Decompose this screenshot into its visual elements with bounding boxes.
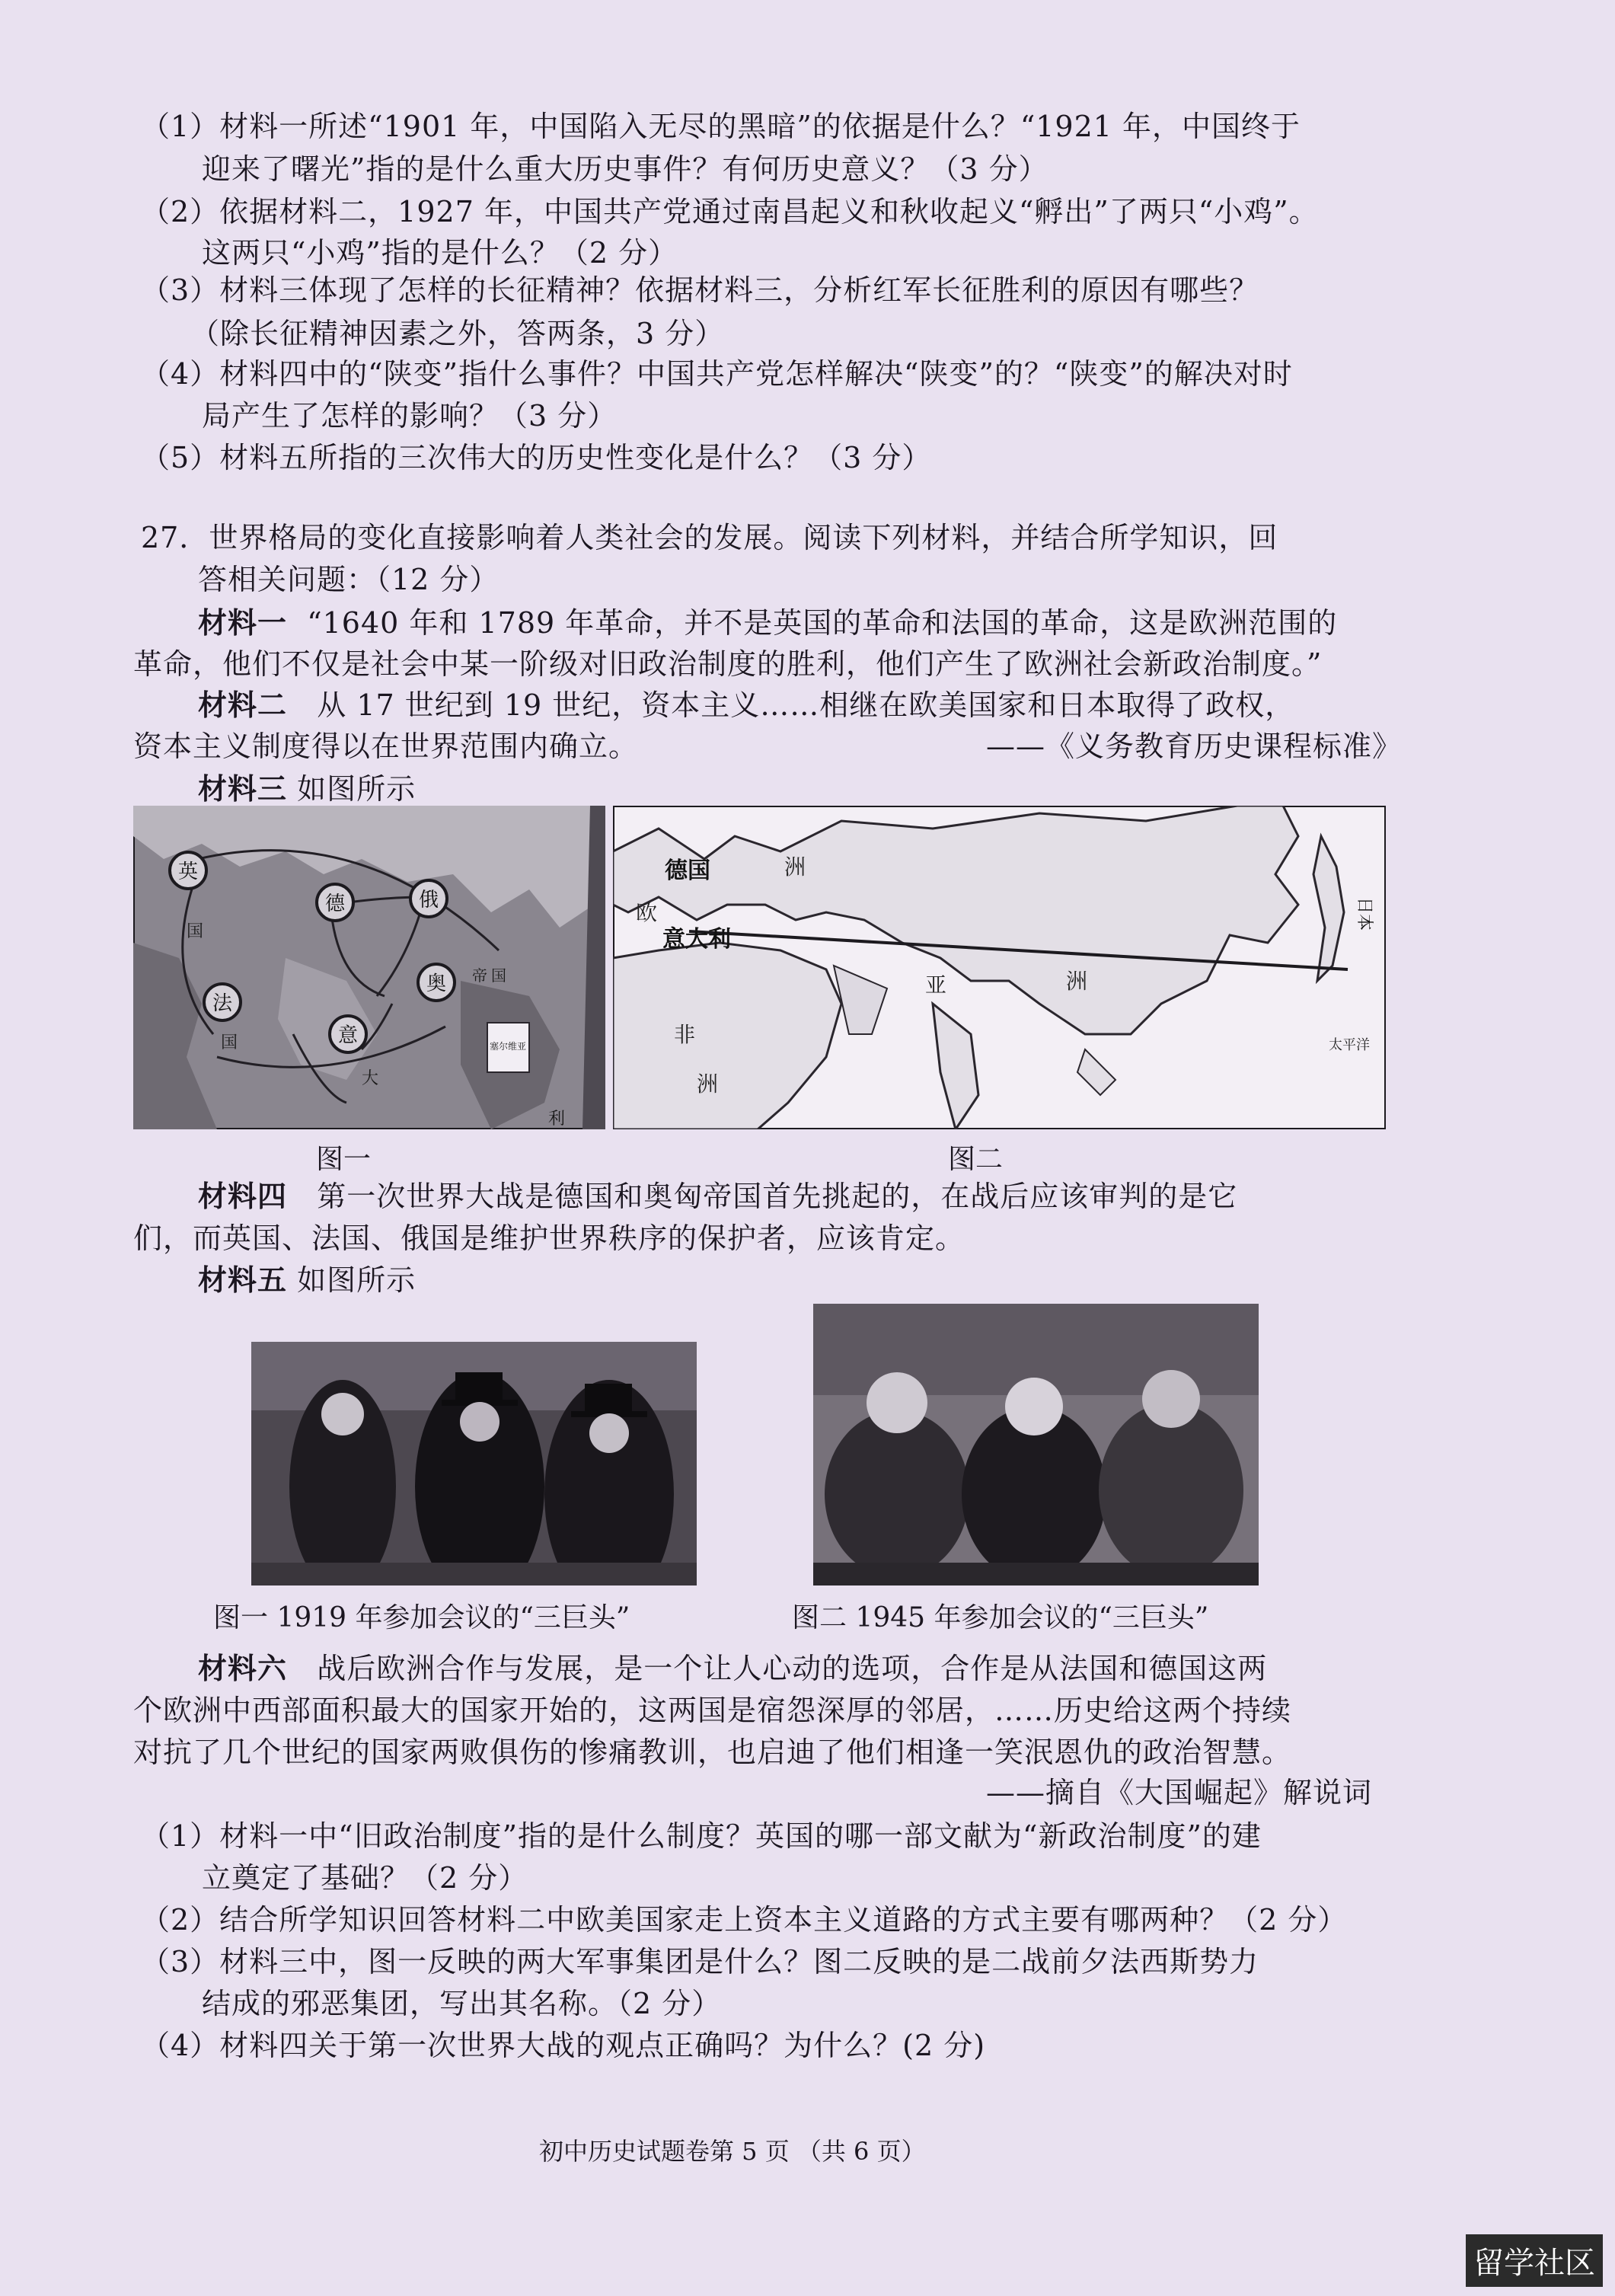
photo-1919-caption: 图一 1919 年参加会议的“三巨头” [213,1602,630,1633]
map2-label-zhou2: 洲 [1066,969,1088,994]
q26-sub3-line2: （除长征精神因素之外，答两条，3 分） [190,317,725,350]
map1-label-serbia: 塞尔维亚 [489,1041,527,1052]
q26-sub4-line2: 局产生了怎样的影响？（3 分） [202,399,618,433]
q26-sub3-line1: （3）材料三体现了怎样的长征精神？依据材料三，分析红军长征胜利的原因有哪些？ [141,273,1259,307]
map2-label-japan: 日本 [1355,897,1374,931]
photo-1919-big-three [251,1342,697,1585]
q27-sub2: （2）结合所学知识回答材料二中欧美国家走上资本主义道路的方式主要有哪两种？（2 分） [141,1903,1348,1937]
page-footer: 初中历史试题卷第 5 页 （共 6 页） [539,2137,926,2166]
map2-label-zhou3: 洲 [697,1071,719,1097]
map-figure-2 [613,806,1386,1129]
map1-label-guo3: 国 [491,966,506,985]
material-2-line2: 资本主义制度得以在世界范围内确立。 [133,730,639,763]
map2-label-germany: 德国 [665,857,710,884]
map2-caption: 图二 [948,1144,1004,1175]
photo-1919-image [251,1342,697,1585]
q26-sub5: （5）材料五所指的三次伟大的历史性变化是什么？（3 分） [141,441,932,474]
map2-label-italy: 意大利 [662,926,731,953]
material-6-label: 材料六 [198,1652,288,1685]
q27-stem-line1: 27．世界格局的变化直接影响着人类社会的发展。阅读下列材料，并结合所学知识，回 [141,521,1278,554]
q26-sub4-line1: （4）材料四中的“陕变”指什么事件？中国共产党怎样解决“陕变”的？“陕变”的解决对时 [141,357,1293,391]
q27-sub3-line2: 结成的邪恶集团，写出其名称。（2 分） [202,1987,722,2020]
material-1-line1 [198,603,1337,643]
material-6-line2: 个欧洲中西部面积最大的国家开始的，这两国是宿怨深厚的邻居，……历史给这两个持续 [133,1694,1292,1727]
photo-1945-big-three [813,1304,1259,1585]
material-5-line [198,1260,416,1300]
q27-sub3-line1: （3）材料三中，图一反映的两大军事集团是什么？图二反映的是二战前夕法西斯势力 [141,1945,1259,1978]
material-2-label: 材料二 [198,688,288,722]
q27-sub1-line1: （1）材料一中“旧政治制度”指的是什么制度？英国的哪一部文献为“新政治制度”的建 [141,1819,1262,1853]
material-3-line [198,769,416,809]
map1-label-austria: 奥 [426,972,447,995]
q26-sub1-line1: （1）材料一所述“1901 年，中国陷入无尽的黑暗”的依据是什么？“1921 年，中国终于 [141,110,1301,143]
material-5-label: 材料五 [198,1263,288,1297]
material-5-text: 如图所示 [297,1263,417,1297]
map1-label-france: 法 [212,992,233,1015]
material-4-line2: 们，而英国、法国、俄国是维护世界秩序的保护者，应该肯定。 [133,1221,965,1255]
map1-caption: 图一 [316,1144,372,1175]
map2-label-zhou1: 洲 [784,854,806,880]
q27-sub4: （4）材料四关于第一次世界大战的观点正确吗？为什么？(2 分) [141,2029,986,2062]
map2-label-fei: 非 [674,1022,696,1047]
map2-label-ocean: 太平洋 [1329,1037,1370,1053]
map-figure-1 [133,806,605,1129]
material-2-text: 从 17 世纪到 19 世纪，资本主义……相继在欧美国家和日本取得了政权， [317,688,1295,722]
map1-label-da: 大 [362,1069,379,1088]
map1-label-li: 利 [548,1110,566,1129]
q26-sub2-line2: 这两只“小鸡”指的是什么？（2 分） [202,236,678,270]
material-3-label: 材料三 [198,772,288,806]
material-4-text: 第一次世界大战是德国和奥匈帝国首先挑起的，在战后应该审判的是它 [317,1180,1238,1213]
material-3-text: 如图所示 [297,772,417,806]
map2-label-ou: 欧 [636,900,658,925]
material-1-text: “1640 年和 1789 年革命，并不是英国的革命和法国的革命，这是欧洲范围的 [307,606,1338,640]
material-4-line1 [198,1177,1237,1216]
map1-label-di: 帝 [472,966,487,985]
material-6-line1 [198,1649,1267,1688]
photo-1945-image [813,1304,1259,1585]
material-6-source: ——摘自《大国崛起》解说词 [986,1776,1373,1809]
photo-1945-caption: 图二 1945 年参加会议的“三巨头” [792,1602,1209,1633]
map1-label-guo2: 国 [221,1033,238,1052]
map1-label-italy: 意 [337,1024,359,1047]
material-6-line3: 对抗了几个世纪的国家两败俱伤的惨痛教训，也启迪了他们相逢一笑泯恩仇的政治智慧。 [133,1736,1292,1769]
map1-label-britain: 英 [177,861,199,883]
q26-sub1-line2: 迎来了曙光”指的是什么重大历史事件？有何历史意义？（3 分） [202,152,1048,186]
map1-label-guo1: 国 [187,922,204,941]
material-6-text: 战后欧洲合作与发展，是一个让人心动的选项，合作是从法国和德国这两 [317,1652,1268,1685]
map1-label-russia: 俄 [418,889,439,912]
material-2-source: ——《义务教育历史课程标准》 [986,730,1403,763]
map2-label-ya: 亚 [925,972,947,998]
material-1-label: 材料一 [198,606,288,640]
material-2-line1 [198,685,1294,725]
material-4-label: 材料四 [198,1180,288,1213]
q27-sub1-line2: 立奠定了基础？（2 分） [202,1861,528,1895]
q27-stem-line2: 答相关问题：（12 分） [198,563,500,596]
site-watermark: 留学社区 [1466,2234,1603,2287]
map1-label-germany: 德 [324,893,346,915]
material-1-line2: 革命，他们不仅是社会中某一阶级对旧政治制度的胜利，他们产生了欧洲社会新政治制度。” [133,647,1323,681]
q26-sub2-line1: （2）依据材料二，1927 年，中国共产党通过南昌起义和秋收起义“孵出”了两只“小鸡”。 [141,195,1319,228]
